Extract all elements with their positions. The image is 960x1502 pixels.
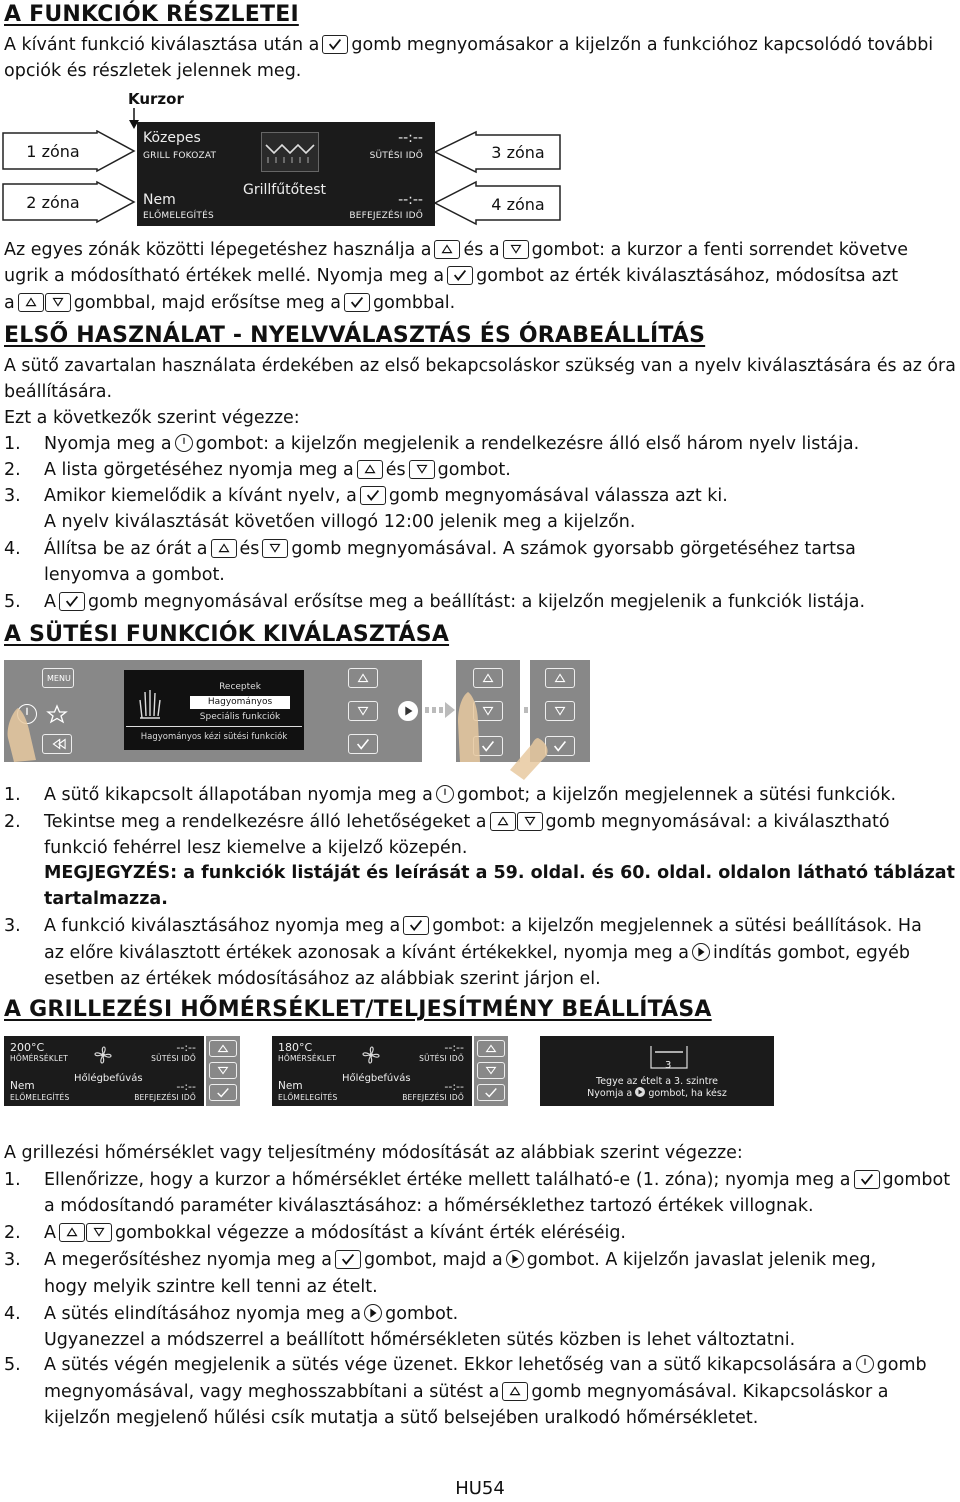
temperature-value: 180°C [278, 1041, 313, 1054]
down-icon [503, 240, 529, 259]
fan-icon [90, 1042, 116, 1068]
power-icon [436, 785, 454, 803]
grill-level-value: Közepes [143, 130, 201, 146]
grill-step-1: 1. Ellenőrizze, hogy a kurzor a hőmérséklet értéke mellett található-e (1. zóna); nyomja meg a gombot [4, 1170, 951, 1190]
down-button [209, 1062, 237, 1079]
down-icon [86, 1223, 112, 1242]
zone-3-label: 3 zóna [491, 143, 545, 162]
end-time-value: --:-- [398, 192, 423, 208]
grill-level-label: GRILL FOKOZAT [143, 151, 217, 161]
first-use-step-2: 2. A lista görgetéséhez nyomja meg a és gombot. [4, 460, 511, 480]
zone-4-label: 4 zóna [491, 195, 545, 214]
end-time-label: BEFEJEZÉSI IDŐ [402, 1093, 464, 1102]
first-use-step-4: 4. Állítsa be az órát a és gomb megnyomásával. A számok gyorsabb görgetéséhez tartsa [4, 539, 856, 559]
down-button [545, 701, 575, 721]
check-button [348, 734, 378, 754]
grill-icon [261, 132, 319, 172]
grill-step-4-cont: Ugyanezzel a módszerrel a beállított hőmérsékleten sütés közben is lehet változtatni. [44, 1330, 796, 1350]
grill-step-5: 5. A sütés végén megjelenik a sütés vége üzenet. Ekkor lehetőség van a sütő kikapcsolására a gomb [4, 1355, 927, 1375]
cursor-label: Kurzor [128, 90, 184, 108]
menu-item-special: Speciális funkciók [199, 712, 281, 722]
select-step-3-cont-2: esetben az értékek módosításához az alábbiak szerint járjon el. [44, 969, 601, 989]
down-icon [517, 812, 543, 831]
start-icon [635, 1087, 645, 1097]
first-use-para-1: A sütő zavartalan használata érdekében az első bekapcsoláskor szükség van a nyelv kiválasztására és az óra [4, 356, 956, 376]
up-button [477, 1040, 505, 1057]
intro-line-1: A kívánt funkció kiválasztása után a gomb megnyomásakor a kijelzőn a funkcióhoz kapcsolódó további [4, 35, 934, 55]
zone-2-label: 2 zóna [26, 193, 80, 212]
up-button [209, 1040, 237, 1057]
grill-step-4: 4. A sütés elindításához nyomja meg a gombot. [4, 1304, 459, 1324]
select-step-2: 2. Tekintse meg a rendelkezésre álló lehetőségeket a gomb megnyomásával: a kiválasztható [4, 812, 890, 832]
nav-line-3: a gombbal, majd erősítse meg a gombbal. [4, 293, 456, 313]
section-title-first-use: ELSŐ HASZNÁLAT - NYELVVÁLASZTÁS ÉS ÓRABEÁLLÍTÁS [4, 323, 706, 348]
check-icon [447, 266, 473, 285]
first-use-step-1: 1. Nyomja meg a gombot: a kijelzőn megjelenik a rendelkezésre álló első három nyelv listája. [4, 434, 860, 454]
finger-icon [4, 708, 40, 762]
menu-button: MENU [42, 668, 74, 688]
nav-line-2: ugrik a módosítható értékek mellé. Nyomja meg a gombot az érték kiválasztásához, módosítsa azt [4, 266, 899, 286]
check-icon [335, 1250, 361, 1269]
intro-line-2: opciók és részletek jelennek meg. [4, 61, 302, 81]
back-button [42, 734, 72, 754]
cooking-time-label: SÜTÉSI IDŐ [369, 151, 423, 161]
check-icon [322, 35, 348, 54]
end-time-label: BEFEJEZÉSI IDŐ [134, 1093, 196, 1102]
menu-display [124, 670, 304, 750]
end-time-value: --:-- [444, 1080, 464, 1093]
start-icon [692, 943, 710, 961]
temperature-value: 200°C [10, 1041, 45, 1054]
first-use-para-2: beállítására. [4, 382, 113, 402]
preheat-label: ELŐMELEGÍTÉS [143, 211, 214, 221]
preheat-value: Nem [10, 1080, 35, 1092]
grill-step-3: 3. A megerősítéshez nyomja meg a gombot, majd a gombot. A kijelzőn javaslat jelenik meg, [4, 1250, 877, 1270]
level-confirm-text: Nyomja a gombot, ha kész [587, 1088, 727, 1099]
first-use-step-3-cont: A nyelv kiválasztását követően villogó 12:00 jelenik meg a kijelzőn. [44, 512, 636, 532]
up-icon [434, 240, 460, 259]
cooking-time-value: --:-- [444, 1041, 464, 1054]
temp-display-2 [272, 1036, 472, 1106]
select-note: MEGJEGYZÉS: a funkciók listáját és leírását a 59. oldal. és 60. oldal. oldalon látható táblázat [44, 863, 955, 883]
grill-intro: A grillezési hőmérséklet vagy teljesítmény módosítását az alábbiak szerint végezze: [4, 1143, 743, 1163]
start-icon [398, 701, 418, 721]
first-use-step-3: 3. Amikor kiemelődik a kívánt nyelv, a gomb megnyomásával válassza azt ki. [4, 486, 728, 506]
control-panel [4, 660, 422, 762]
grill-step-5-cont-2: kijelzőn megjelenő hűlési csík mutatja a sütő belsejében uralkodó hőmérsékletet. [44, 1408, 759, 1428]
power-icon [175, 434, 193, 452]
star-icon [46, 704, 68, 724]
menu-bottom-text: Hagyományos kézi sütési funkciók [140, 732, 288, 742]
temperature-label: HŐMÉRSÉKLET [278, 1054, 337, 1063]
down-icon [262, 539, 288, 558]
finger-icon [456, 692, 484, 762]
finger-icon [508, 738, 552, 780]
down-button [348, 701, 378, 721]
temperature-label: HŐMÉRSÉKLET [10, 1054, 69, 1063]
preheat-label: ELŐMELEGÍTÉS [10, 1093, 70, 1102]
oven-level-value: 3 [665, 1060, 672, 1071]
up-icon [211, 539, 237, 558]
nav-line-1: Az egyes zónák közötti lépegetéshez használja a és a gombot: a kurzor a fenti sorrendet követve [4, 240, 909, 260]
up-button [348, 668, 378, 688]
grill-display [137, 122, 435, 226]
select-step-1: 1. A sütő kikapcsolt állapotában nyomja meg a gombot; a kijelzőn megjelennek a sütési funkciók. [4, 785, 897, 805]
level-instruction: Tegye az ételt a 3. szintre [596, 1076, 718, 1087]
select-note-cont: tartalmazza. [44, 889, 168, 909]
start-icon [364, 1304, 382, 1322]
cooking-time-value: --:-- [176, 1041, 196, 1054]
function-name: Hőlégbefúvás [74, 1073, 143, 1084]
hand-icon [134, 686, 164, 720]
preheat-value: Nem [278, 1080, 303, 1092]
check-button [477, 1084, 505, 1101]
function-name: Grillfűtőtest [243, 182, 327, 198]
section-title-function-select: A SÜTÉSI FUNKCIÓK KIVÁLASZTÁSA [4, 622, 450, 647]
end-time-value: --:-- [176, 1080, 196, 1093]
up-icon [59, 1223, 85, 1242]
cooking-time-value: --:-- [398, 130, 423, 146]
up-icon [357, 460, 383, 479]
down-icon [409, 460, 435, 479]
menu-item-recipes: Receptek [219, 682, 261, 692]
up-icon [18, 293, 44, 312]
cooking-time-label: SÜTÉSI IDŐ [151, 1054, 196, 1063]
zone-1-label: 1 zóna [26, 142, 80, 161]
button-column-3 [206, 1036, 240, 1106]
down-icon [45, 293, 71, 312]
up-button [473, 668, 503, 688]
select-step-3-cont-1: az előre kiválasztott értékek azonosak a kívánt értékekkel, nyomja meg a indítás gombot, egyéb [44, 943, 910, 963]
level-display [540, 1036, 774, 1106]
fan-icon [358, 1042, 384, 1068]
section-title-function-details: A FUNKCIÓK RÉSZLETEI [4, 2, 299, 27]
cooking-time-label: SÜTÉSI IDŐ [419, 1054, 464, 1063]
up-icon [490, 812, 516, 831]
check-icon [854, 1170, 880, 1189]
check-icon [344, 293, 370, 312]
first-use-step-4-cont: lenyomva a gombot. [44, 565, 225, 585]
select-step-3: 3. A funkció kiválasztásához nyomja meg a gombot: a kijelzőn megjelennek a sütési beállítások. Ha [4, 916, 922, 936]
button-column-4 [474, 1036, 508, 1106]
grill-step-2: 2. A gombokkal végezze a módosítást a kívánt érték eléréséig. [4, 1223, 626, 1243]
preheat-value: Nem [143, 192, 176, 208]
up-button [545, 668, 575, 688]
grill-step-5-cont-1: megnyomásával, vagy meghosszabbítani a sütést a gomb megnyomásával. Kikapcsoláskor a [44, 1382, 889, 1402]
section-title-grill-temperature: A GRILLEZÉSI HŐMÉRSÉKLET/TELJESÍTMÉNY BEÁLLÍTÁSA [4, 997, 712, 1022]
temp-display-1 [4, 1036, 204, 1106]
check-icon [403, 916, 429, 935]
select-step-2-cont: funkció fehérrel lesz kiemelve a kijelző közepén. [44, 838, 468, 858]
first-use-para-3: Ezt a következők szerint végezze: [4, 408, 300, 428]
preheat-label: ELŐMELEGÍTÉS [278, 1093, 338, 1102]
end-time-label: BEFEJEZÉSI IDŐ [349, 211, 423, 221]
check-button [209, 1084, 237, 1101]
start-icon [506, 1250, 524, 1268]
grill-step-1-cont: a módosítandó paraméter kiválasztásához: a hőmérséklethez tartozó értékek villognak. [44, 1196, 814, 1216]
page-number: HU54 [455, 1478, 505, 1499]
check-icon [360, 486, 386, 505]
power-icon [856, 1355, 874, 1373]
down-button [477, 1062, 505, 1079]
grill-step-3-cont: hogy melyik szintre kell tenni az ételt. [44, 1277, 378, 1297]
check-icon [59, 592, 85, 611]
menu-item-traditional: Hagyományos [207, 697, 273, 707]
first-use-step-5: 5. A gomb megnyomásával erősítse meg a beállítást: a kijelzőn megjelenik a funkciók listája. [4, 592, 866, 612]
up-icon [502, 1382, 528, 1401]
function-name: Hőlégbefúvás [342, 1073, 411, 1084]
arrow-right-icon [423, 700, 457, 720]
